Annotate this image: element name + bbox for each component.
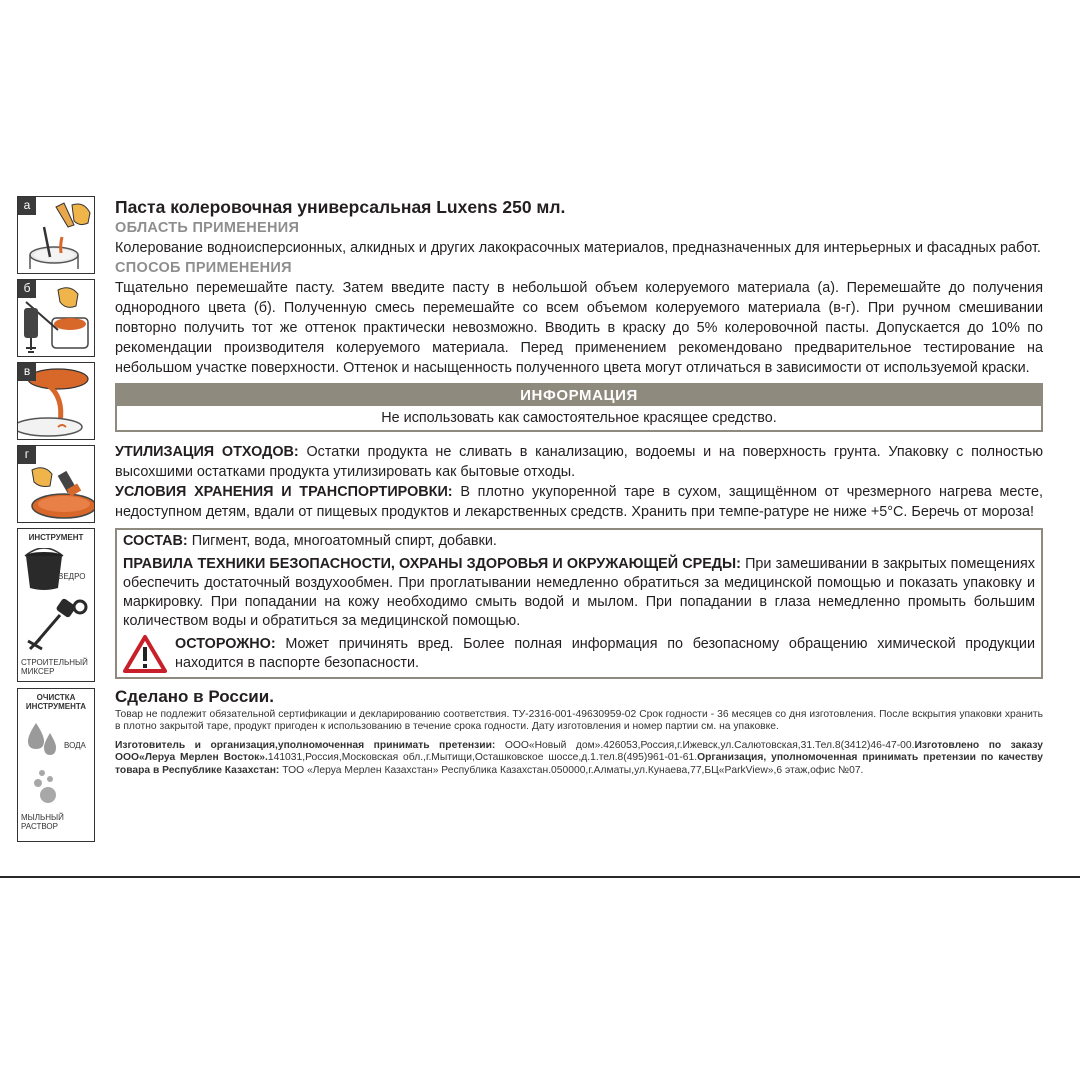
manufacturer-text: ООО«Новый дом».426053,Россия,г.Ижевск,ул.Салютовская,31.Тел.8(3412)46-47-00. [495, 739, 915, 751]
info-box [115, 383, 1043, 432]
composition-text: Пигмент, вода, многоатомный спирт, добавки. [187, 533, 497, 549]
step-letter: г [18, 446, 36, 464]
application-area-text: Колерование водноисперсионных, алкидных и других лакокрасочных материалов, предназначенных для интерьерных и фасадных работ. [115, 240, 1041, 256]
disposal-label: УТИЛИЗАЦИЯ ОТХОДОВ: [115, 444, 299, 460]
step-b-pictogram [17, 279, 95, 357]
application-area-heading: ОБЛАСТЬ ПРИМЕНЕНИЯ [115, 220, 300, 236]
storage-label: УСЛОВИЯ ХРАНЕНИЯ И ТРАНСПОРТИРОВКИ: [115, 484, 453, 500]
composition-safety-box [115, 528, 1043, 679]
safety-paragraph [123, 555, 1035, 631]
tools-panel [17, 528, 95, 682]
info-heading: ИНФОРМАЦИЯ [117, 385, 1041, 406]
step-d-pictogram [17, 445, 95, 523]
disposal-paragraph [115, 442, 1043, 482]
step-a-pictogram [17, 196, 95, 274]
kazakhstan-label: Организация, уполномоченная принимать претензии по качеству товара в Республике Казахстан: [115, 752, 1043, 776]
warning-label: ОСТОРОЖНО: [175, 636, 276, 652]
method-text: Тщательно перемешайте пасту. Затем введите пасту в небольшой объем колеруемого материала (а). Перемешайте до получения однородного цвета (б). Полученную смесь перемешайте со всем объемом колеруемого материала (в-г). При ручном смешивании повторно получить тот же оттенок практически невозможно. Вводить в краску до 5% колеровочной пасты. Допускается до 10% по рекомендации производителя колеруемого материала. Перед применением рекомендовано предварительное тестирование на небольшом участке поверхности. Оттенок и насыщенность полученного цвета могут отличаться в зависимости от используемой краски. [115, 280, 1043, 376]
disposal-text: Остатки продукта не сливать в канализацию, водоемы и на поверхность грунта. Упаковку с полностью высохшими остатками продукта утилизировать как бытовые отходы. [115, 444, 1043, 480]
soap-label: МЫЛЬНЫЙ РАСТВОР [21, 813, 64, 831]
mixer-label: СТРОИТЕЛЬНЫЙ МИКСЕР [21, 658, 88, 676]
construction-mixer-icon [20, 597, 90, 653]
step-c-pictogram [17, 362, 95, 440]
soap-bubbles-icon [28, 767, 68, 807]
ordered-by-label: Изготовлено по заказу ООО«Леруа Мерлен Восток». [115, 739, 1043, 764]
label-text-block [115, 196, 1043, 777]
kazakhstan-text: ТОО «Леруа Мерлен Казахстан» Республика Казахстан.050000,г.Алматы,ул.Кунаева,77,БЦ«ParkView»,6 этаж,офис №07. [279, 764, 864, 776]
safety-label: ПРАВИЛА ТЕХНИКИ БЕЗОПАСНОСТИ, ОХРАНЫ ЗДОРОВЬЯ И ОКРУЖАЮЩЕЙ СРЕДЫ: [123, 556, 741, 572]
step-letter: в [18, 363, 36, 381]
method-heading: СПОСОБ ПРИМЕНЕНИЯ [115, 260, 292, 276]
ordered-by-text: 141031,Россия,Московская обл.,г.Мытищи,Осташковское шоссе,д.1.тел.8(495)961-01-61. [267, 752, 698, 764]
bucket-icon [21, 548, 67, 592]
step-letter: а [18, 197, 36, 215]
warning-triangle-icon [123, 635, 167, 673]
tools-heading: ИНСТРУМЕНТ [28, 533, 84, 542]
warning-paragraph [175, 635, 1035, 673]
warning-row [123, 635, 1035, 673]
bucket-label: ВЕДРО [58, 572, 86, 581]
composition-paragraph [123, 532, 1035, 551]
product-title: Паста колеровочная универсальная Luxens 250 мл. [115, 197, 566, 217]
info-text: Не использовать как самостоятельное красящее средство. [381, 410, 777, 426]
safety-text: При замешивании в закрытых помещениях обеспечить достаточный воздухообмен. При проглатывании немедленно обратиться за медицинской помощью и показать упаковку и маркировку. При попадании на кожу необходимо смыть водой и мылом. При попадании в глаза немедленно промыть большим количеством воды и обратиться за медицинской помощью. [123, 556, 1036, 629]
pictogram-column [17, 196, 95, 842]
bottom-divider-line [0, 876, 1080, 878]
storage-text: В плотно укупоренной таре в сухом, защищённом от чрезмерного нагрева месте, недоступном детям, вдали от пищевых продуктов и лекарственных средств. Хранить при темпе-ратуре не ниже +5°С. Беречь от мороза! [115, 484, 1043, 520]
cleaning-heading: ОЧИСТКА ИНСТРУМЕНТА [25, 693, 87, 711]
manufacturer-info [115, 740, 1043, 777]
step-letter: б [18, 280, 36, 298]
made-in-russia: Сделано в России. [115, 687, 274, 706]
water-label: ВОДА [64, 741, 86, 750]
water-drops-icon [22, 721, 62, 761]
warning-text: Может причинять вред. Более полная информация по безопасному обращению химической продукции находится в паспорте безопасности. [175, 636, 1035, 671]
composition-label: СОСТАВ: [123, 533, 188, 549]
certification-note: Товар не подлежит обязательной сертификации и декларированию соответствия. ТУ-2316-001-49630959-02 Срок годности - 36 месяцев со дня изготовления. После вскрытия упаковки хранить в плотно закрытой таре, продукт пригоден к использованию в течение срока годности. Дату изготовления и номер партии см. на упаковке. [115, 709, 1043, 733]
cleaning-panel [17, 688, 95, 842]
storage-paragraph [115, 482, 1043, 522]
manufacturer-label: Изготовитель и организация,уполномоченная принимать претензии: [115, 739, 496, 751]
